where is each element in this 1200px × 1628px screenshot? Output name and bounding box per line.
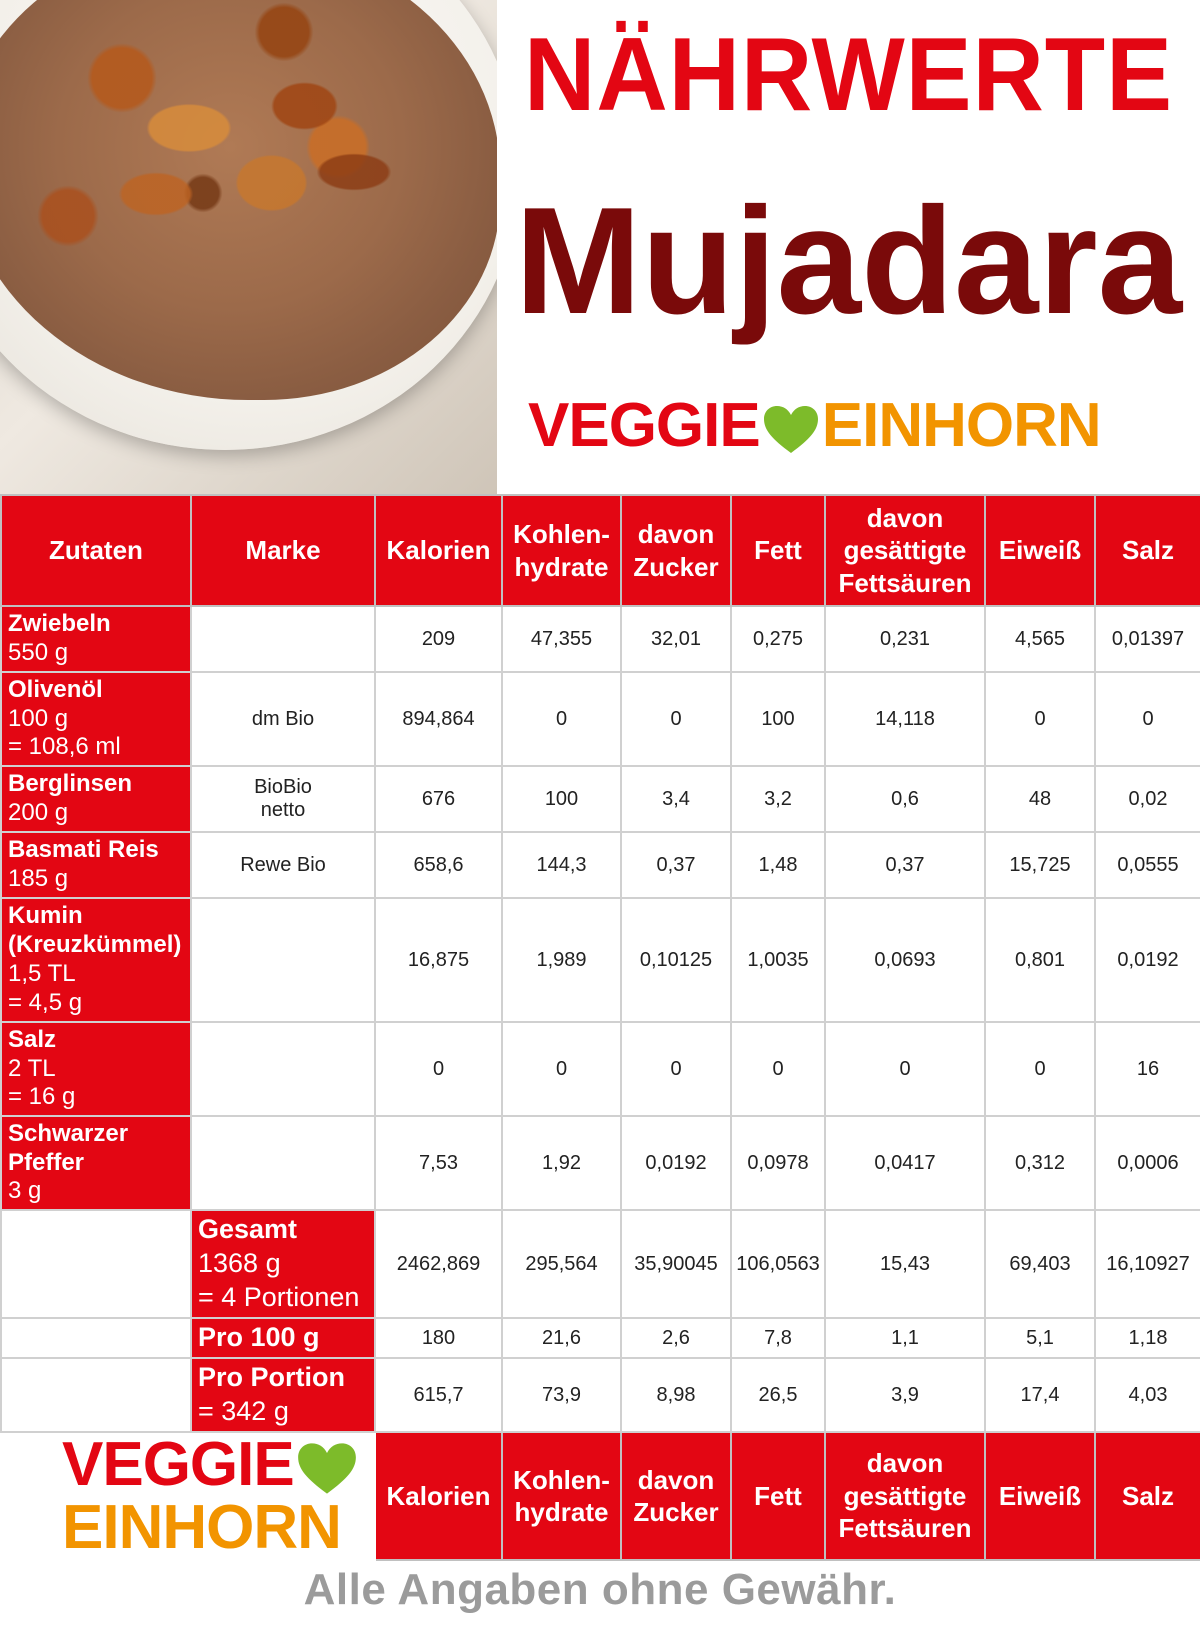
fat-cell: 1,0035 [731,898,825,1022]
fat-cell: 100 [731,672,825,766]
kcal-cell: 615,7 [375,1358,502,1432]
sugar-cell: 2,6 [621,1318,731,1358]
satfat-cell: 0,231 [825,606,985,672]
empty-cell [1,1318,191,1358]
col-sugar-footer-line2: Zucker [633,1497,719,1528]
fat-cell: 0 [731,1022,825,1116]
protein-cell: 0,801 [985,898,1095,1022]
total-row [1,1210,1200,1318]
nutrition-table [0,494,1200,1561]
satfat-cell: 3,9 [825,1358,985,1432]
carbs-cell: 295,564 [502,1210,621,1318]
table-row [1,766,1200,832]
carbs-cell: 21,6 [502,1318,621,1358]
protein-cell: 4,565 [985,606,1095,672]
kcal-cell: 0 [375,1022,502,1116]
ingredient-qty: 550 g [8,639,69,666]
ingredient-name: Berglinsen [8,770,133,798]
per-portion-label: Pro Portion [198,1362,345,1393]
satfat-cell: 0,6 [825,766,985,832]
sugar-cell: 3,4 [621,766,731,832]
protein-cell: 5,1 [985,1318,1095,1358]
sugar-cell: 0 [621,1022,731,1116]
ingredient-qty-alt: = 16 g [8,1083,76,1111]
table-row [1,1022,1200,1116]
salt-cell: 0,0555 [1095,832,1200,898]
carbs-cell: 1,92 [502,1116,621,1210]
brand-cell [191,606,375,672]
brand-line1: BioBio [254,776,312,798]
fat-cell: 106,0563 [731,1210,825,1318]
carbs-cell: 0 [502,1022,621,1116]
ingredient-name: Basmati Reis [8,836,159,864]
disclaimer: Alle Angaben ohne Gewähr. [303,1565,897,1614]
col-carbs-footer [502,1432,621,1560]
col-fat-footer: Fett [731,1432,825,1560]
ingredient-qty: 100 g [8,704,69,732]
page-title: NÄHRWERTE [524,17,1173,133]
food-photo [0,0,497,494]
fat-cell: 26,5 [731,1358,825,1432]
satfat-cell: 0 [825,1022,985,1116]
kcal-cell: 180 [375,1318,502,1358]
ingredient-qty: 1,5 TL [8,960,76,987]
col-sugar [621,495,731,606]
fat-cell: 1,48 [731,832,825,898]
salt-cell: 0,02 [1095,766,1200,832]
fat-cell: 3,2 [731,766,825,832]
table-row [1,832,1200,898]
ingredient-name: Olivenöl [8,675,103,703]
sugar-cell: 8,98 [621,1358,731,1432]
col-satfat-footer-line3: Fettsäuren [838,1513,972,1544]
ingredient-qty-alt: = 108,6 ml [8,733,121,761]
fat-cell: 0,0978 [731,1116,825,1210]
protein-cell: 17,4 [985,1358,1095,1432]
header-row [1,495,1200,606]
protein-cell: 0 [985,1022,1095,1116]
total-weight: 1368 g [198,1248,281,1279]
col-sugar-footer-line1: davon [637,1464,715,1495]
ingredient-name: Salz [8,1025,57,1053]
salt-cell: 16,10927 [1095,1210,1200,1318]
table-row [1,606,1200,672]
sugar-cell: 0,10125 [621,898,731,1022]
brand-cell [191,1116,375,1210]
brand-cell [191,1022,375,1116]
col-satfat-footer [825,1432,985,1560]
satfat-cell: 14,118 [825,672,985,766]
total-label: Gesamt [198,1214,298,1245]
col-kcal-footer: Kalorien [375,1432,502,1560]
carbs-cell: 100 [502,766,621,832]
satfat-cell: 0,0417 [825,1116,985,1210]
col-carbs [502,495,621,606]
brand-logo-bottom [1,1432,375,1560]
sugar-cell: 0,37 [621,832,731,898]
table-row [1,672,1200,766]
col-protein: Eiweiß [985,495,1095,606]
col-brand: Marke [191,495,375,606]
heart-icon [296,1442,358,1496]
col-satfat-line3: Fettsäuren [838,567,972,598]
satfat-cell: 15,43 [825,1210,985,1318]
ingredient-cell [1,1116,191,1210]
per-100g-label: Pro 100 g [198,1322,320,1353]
kcal-cell: 894,864 [375,672,502,766]
col-carbs-footer-line2: hydrate [514,1497,609,1528]
ingredient-qty: 185 g [8,865,69,892]
ingredient-name: Schwarzer Pfeffer [8,1119,129,1176]
footer-header-row [1,1432,1200,1560]
col-kcal: Kalorien [375,495,502,606]
sugar-cell: 0,0192 [621,1116,731,1210]
protein-cell: 15,725 [985,832,1095,898]
brand-logo-top [528,391,1101,460]
col-sugar-footer [621,1432,731,1560]
col-satfat-line2: gesättigte [843,535,967,566]
col-sugar-line1: davon [637,519,715,549]
protein-cell: 48 [985,766,1095,832]
protein-cell: 69,403 [985,1210,1095,1318]
col-satfat-line1: davon [866,502,944,533]
fried-onions-shape [90,40,420,260]
per-100g-label-cell [191,1318,375,1358]
ingredient-name: Zwiebeln [8,610,111,638]
col-satfat [825,495,985,606]
kcal-cell: 658,6 [375,832,502,898]
brand-cell [191,766,375,832]
col-fat: Fett [731,495,825,606]
carbs-cell: 0 [502,672,621,766]
col-protein-footer: Eiweiß [985,1432,1095,1560]
satfat-cell: 1,1 [825,1318,985,1358]
ingredient-qty-alt: = 4,5 g [8,988,83,1016]
brand-line2: netto [260,799,306,821]
heart-icon [762,405,820,455]
salt-cell: 0 [1095,672,1200,766]
total-portions: = 4 Portionen [198,1281,360,1312]
kcal-cell: 16,875 [375,898,502,1022]
col-satfat-footer-line2: gesättigte [843,1480,967,1511]
satfat-cell: 0,37 [825,832,985,898]
recipe-title: Mujadara [514,176,1183,346]
carbs-cell: 1,989 [502,898,621,1022]
col-carbs-line2: hydrate [514,551,609,582]
ingredient-cell [1,672,191,766]
per-portion-label-cell [191,1358,375,1432]
table-row [1,898,1200,1022]
protein-cell: 0 [985,672,1095,766]
col-salt: Salz [1095,495,1200,606]
carbs-cell: 47,355 [502,606,621,672]
ingredient-cell [1,606,191,672]
brand-part1: VEGGIE [528,391,760,460]
sugar-cell: 0 [621,672,731,766]
col-sugar-line2: Zucker [633,551,719,582]
ingredient-cell [1,1022,191,1116]
ingredient-cell [1,766,191,832]
carbs-cell: 73,9 [502,1358,621,1432]
fat-cell: 7,8 [731,1318,825,1358]
satfat-cell: 0,0693 [825,898,985,1022]
ingredient-name: Kumin (Kreuzkümmel) [8,902,182,959]
brand-cell [191,898,375,1022]
fat-cell: 0,275 [731,606,825,672]
salt-cell: 0,01397 [1095,606,1200,672]
table-row [1,1116,1200,1210]
salt-cell: 16 [1095,1022,1200,1116]
kcal-cell: 209 [375,606,502,672]
ingredient-cell [1,832,191,898]
ingredient-qty: 3 g [8,1177,42,1205]
per-portion-row [1,1358,1200,1432]
ingredient-qty: 2 TL [8,1054,56,1082]
sugar-cell: 32,01 [621,606,731,672]
kcal-cell: 7,53 [375,1116,502,1210]
brand-part2: EINHORN [821,391,1101,460]
brand-cell: Rewe Bio [191,832,375,898]
col-carbs-footer-line1: Kohlen- [513,1464,610,1495]
carbs-cell: 144,3 [502,832,621,898]
sugar-cell: 35,90045 [621,1210,731,1318]
per-100g-row [1,1318,1200,1358]
kcal-cell: 676 [375,766,502,832]
brand-bottom-part2: EINHORN [62,1493,341,1561]
brand-cell: dm Bio [191,672,375,766]
protein-cell: 0,312 [985,1116,1095,1210]
salt-cell: 0,0192 [1095,898,1200,1022]
ingredient-qty: 200 g [8,799,69,826]
portion-weight: = 342 g [198,1396,289,1426]
col-satfat-footer-line1: davon [866,1448,944,1479]
empty-cell [1,1210,191,1318]
kcal-cell: 2462,869 [375,1210,502,1318]
total-label-cell [191,1210,375,1318]
salt-cell: 1,18 [1095,1318,1200,1358]
ingredient-cell [1,898,191,1022]
salt-cell: 0,0006 [1095,1116,1200,1210]
col-carbs-line1: Kohlen- [513,519,610,549]
empty-cell [1,1358,191,1432]
brand-bottom-part1: VEGGIE [62,1432,294,1499]
salt-cell: 4,03 [1095,1358,1200,1432]
col-ingredients: Zutaten [1,495,191,606]
col-salt-footer: Salz [1095,1432,1200,1560]
